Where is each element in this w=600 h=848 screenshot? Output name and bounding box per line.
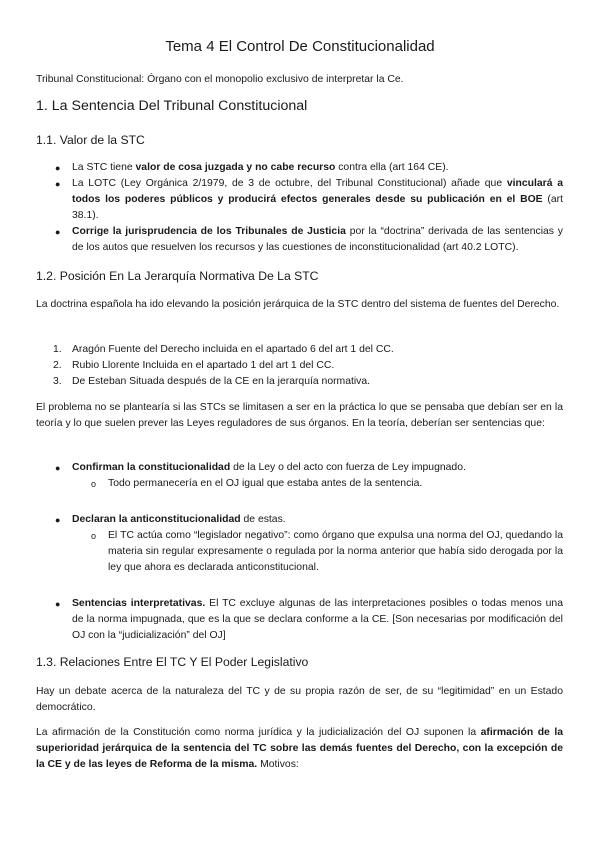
bold-text: afirmación de la superioridad jerárquica de la sentencia del TC sobre las demás fuentes del Derecho, con la excepción de la CE y de las leyes de Reforma de la misma. — [36, 727, 563, 770]
text: Rubio Llorente Incluida en el apartado 1 del art 1 del CC. — [72, 360, 335, 371]
bullet-icon: ● — [55, 463, 61, 473]
sub-list-item — [36, 476, 563, 492]
bullet-icon: ● — [55, 163, 61, 173]
list-item — [36, 374, 563, 390]
bold-text: Corrige la jurisprudencia de los Tribunales de Justicia — [72, 226, 346, 237]
bold-text: Declaran la anticonstitucionalidad — [72, 514, 241, 525]
list-item — [36, 224, 563, 256]
text: contra ella (art 164 CE). — [335, 162, 449, 173]
text: Aragón Fuente del Derecho incluida en el apartado 6 del art 1 del CC. — [72, 344, 394, 355]
bold-text: valor de cosa juzgada y no cabe recurso — [135, 162, 336, 173]
heading-section-1-1: 1.1. Valor de la STC — [36, 133, 145, 147]
list-number: 3. — [53, 376, 62, 387]
text: El TC actúa como “legislador negativo”: como órgano que expulsa una norma del OJ, quedando la materia sin regular expresamente o regulada por la norma anterior que había sido derogada por la ley que ahora es declarada anticonstitucional. — [108, 530, 563, 573]
list-item — [36, 358, 563, 374]
text: Todo permanecería en el OJ igual que estaba antes de la sentencia. — [108, 478, 423, 489]
stc-value-list — [36, 160, 563, 256]
bullet-icon: ● — [55, 515, 61, 525]
text: de estas. — [240, 514, 286, 525]
list-item — [36, 460, 563, 476]
text: por la “doctrina” derivada de las sentencias y de los autos que resuelven los recursos y las cuestiones de inconstitucionalidad (art 40.2 LOTC). — [72, 226, 564, 253]
bullet-icon: ● — [55, 179, 61, 189]
list-item — [36, 160, 563, 176]
bullet-icon: ● — [55, 227, 61, 237]
sentence-types-list — [36, 512, 563, 576]
paragraph: Hay un debate acerca de la naturaleza del TC y de su propia razón de ser, de su “legitimidad” en un Estado democrático. — [36, 686, 563, 713]
text: La STC tiene — [72, 162, 136, 173]
text: (art 38.1). — [72, 194, 563, 221]
heading-section-1-3: 1.3. Relaciones Entre El TC Y El Poder Legislativo — [36, 655, 309, 669]
list-item — [36, 176, 563, 224]
list-number: 2. — [53, 360, 62, 371]
bold-text: vinculará a todos los poderes públicos y producirá efectos generales desde su publicación en el BOE — [72, 178, 563, 205]
list-item — [36, 342, 563, 358]
text: La LOTC (Ley Orgánica 2/1979, de 3 de octubre, del Tribunal Constitucional) añade que — [72, 178, 507, 189]
circle-bullet-icon: o — [91, 479, 97, 489]
text: La afirmación de la Constitución como norma jurídica y la judicialización del OJ suponen la — [36, 727, 481, 738]
sub-list-item — [36, 528, 563, 576]
list-item — [36, 512, 563, 528]
page-title: Tema 4 El Control De Constitucionalidad — [165, 38, 435, 55]
circle-bullet-icon: o — [91, 531, 97, 541]
bold-text: Confirman la constitucionalidad — [72, 462, 231, 473]
heading-section-1: 1. La Sentencia Del Tribunal Constitucional — [36, 98, 308, 114]
text: De Esteban Situada después de la CE en la jerarquía normativa. — [72, 376, 371, 387]
text: Motivos: — [257, 759, 299, 770]
heading-section-1-2: 1.2. Posición En La Jerarquía Normativa De La STC — [36, 269, 319, 283]
bold-text: Sentencias interpretativas. — [72, 598, 206, 609]
intro-paragraph: Tribunal Constitucional: Órgano con el monopolio exclusivo de interpretar la Ce. — [36, 74, 404, 85]
paragraph — [36, 725, 563, 773]
authors-list — [36, 342, 563, 390]
sentence-types-list — [36, 596, 563, 644]
bullet-icon: ● — [55, 599, 61, 609]
text: El TC excluye algunas de las interpretaciones posibles o todas menos una de la norma impugnada, que es la que se declara conforme a la CE. [Son necesarias por modificación del OJ con la “judicialización” del OJ] — [72, 598, 563, 641]
paragraph: La doctrina española ha ido elevando la posición jerárquica de la STC dentro del sistema de fuentes del Derecho. — [36, 299, 560, 310]
sentence-types-list — [36, 460, 563, 492]
list-item — [36, 596, 563, 644]
list-number: 1. — [53, 344, 62, 355]
text: de la Ley o del acto con fuerza de Ley impugnado. — [230, 462, 466, 473]
paragraph: El problema no se plantearía si las STCs se limitasen a ser en la práctica lo que se pensaba que debían ser en la teoría y lo que suelen prever las Leyes reguladores de sus órganos. En la teoría, deberían ser sentencias que: — [36, 402, 563, 429]
